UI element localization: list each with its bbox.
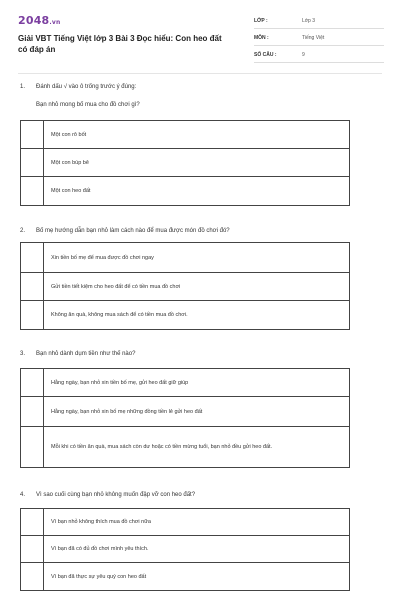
meta-key: LỚP : [254, 18, 268, 24]
meta-row-grade [254, 14, 384, 29]
question-header [20, 82, 382, 94]
question-text: Bố mẹ hướng dẫn bạn nhỏ làm cách nào để mua được món đồ chơi đó? [36, 228, 230, 234]
answer-table-2 [20, 242, 350, 330]
question-4 [20, 490, 382, 502]
answer-row[interactable] [21, 536, 349, 563]
meta-key: MÔN : [254, 35, 269, 41]
header-divider [18, 73, 382, 74]
meta-panel [254, 14, 384, 65]
question-number: 4. [20, 492, 26, 498]
answer-checkbox[interactable] [21, 536, 44, 562]
question-subtext: Bạn nhỏ mong bố mua cho đồ chơi gì? [36, 102, 140, 108]
answer-text: Một con búp bê [51, 159, 89, 166]
answer-row[interactable] [21, 243, 349, 273]
meta-key: SỐ CÂU : [254, 52, 277, 58]
question-text: Bạn nhỏ dành dụm tiền như thế nào? [36, 351, 136, 357]
answer-text: Không ăn quà, không mua sách để có tiền mua đồ chơi. [51, 312, 188, 318]
answer-checkbox[interactable] [21, 397, 44, 426]
meta-row-subject [254, 31, 384, 46]
answer-checkbox[interactable] [21, 369, 44, 396]
site-logo[interactable] [18, 14, 60, 27]
question-header [20, 490, 382, 502]
answer-row[interactable] [21, 427, 349, 467]
answer-row[interactable] [21, 509, 349, 536]
answer-checkbox[interactable] [21, 273, 44, 300]
answer-row[interactable] [21, 121, 349, 149]
question-number: 3. [20, 351, 26, 357]
meta-value: 9 [302, 52, 305, 58]
answer-row[interactable] [21, 397, 349, 427]
answer-checkbox[interactable] [21, 177, 44, 205]
answer-checkbox[interactable] [21, 149, 44, 176]
answer-text: Vì bạn nhỏ không thích mua đồ chơi nữa [51, 519, 151, 525]
answer-row[interactable] [21, 149, 349, 177]
answer-text: Một con heo đất [51, 188, 91, 194]
answer-text: Hằng ngày, bạn nhỏ xin tiền bố mẹ, gửi heo đất giữ giúp [51, 379, 189, 386]
meta-value: Tiếng Việt [302, 35, 325, 41]
answer-text: Vì bạn đã thực sự yêu quý con heo đất [51, 573, 147, 580]
answer-text: Hằng ngày, bạn nhỏ xin bố mẹ những đồng tiền lẻ gửi heo đất [51, 408, 203, 415]
answer-text: Xin tiền bố mẹ để mua được đồ chơi ngay [51, 254, 154, 261]
answer-text: Một con rô bốt [51, 131, 87, 138]
meta-value: Lớp 3 [302, 18, 316, 24]
question-number: 1. [20, 84, 26, 90]
answer-text: Mỗi khi có tiền ăn quà, mua sách còn dư hoặc có tiền mừng tuổi, bạn nhỏ đều gửi heo đất. [51, 444, 273, 450]
question-header [20, 349, 382, 361]
logo-suffix: .vn [49, 19, 61, 26]
answer-table-4 [20, 508, 350, 591]
answer-checkbox[interactable] [21, 243, 44, 272]
answer-row[interactable] [21, 563, 349, 590]
answer-text: Vì bạn đã có đủ đồ chơi mình yêu thích. [51, 546, 149, 552]
answer-row[interactable] [21, 369, 349, 397]
answer-checkbox[interactable] [21, 427, 44, 467]
answer-row[interactable] [21, 273, 349, 301]
answer-table-3 [20, 368, 350, 468]
answer-checkbox[interactable] [21, 301, 44, 329]
answer-checkbox[interactable] [21, 509, 44, 535]
answer-table-1 [20, 120, 350, 206]
answer-row[interactable] [21, 301, 349, 329]
answer-text: Gửi tiền tiết kiệm cho heo đất để có tiền mua đồ chơi [51, 283, 181, 290]
question-text: Vì sao cuối cùng bạn nhỏ không muốn đập vỡ con heo đất? [36, 492, 196, 498]
question-3 [20, 349, 382, 361]
question-header [20, 226, 382, 238]
question-number: 2. [20, 228, 26, 234]
question-text: Đánh dấu √ vào ô trống trước ý đúng: [36, 84, 137, 90]
logo-text: 2048 [18, 14, 50, 27]
answer-row[interactable] [21, 177, 349, 205]
question-1 [20, 82, 382, 108]
page-title: Giải VBT Tiếng Việt lớp 3 Bài 3 Đọc hiểu: Con heo đất có đáp án [18, 34, 222, 54]
worksheet-header [18, 14, 382, 70]
answer-checkbox[interactable] [21, 121, 44, 148]
question-2 [20, 226, 382, 238]
meta-row-count [254, 48, 384, 63]
answer-checkbox[interactable] [21, 563, 44, 590]
